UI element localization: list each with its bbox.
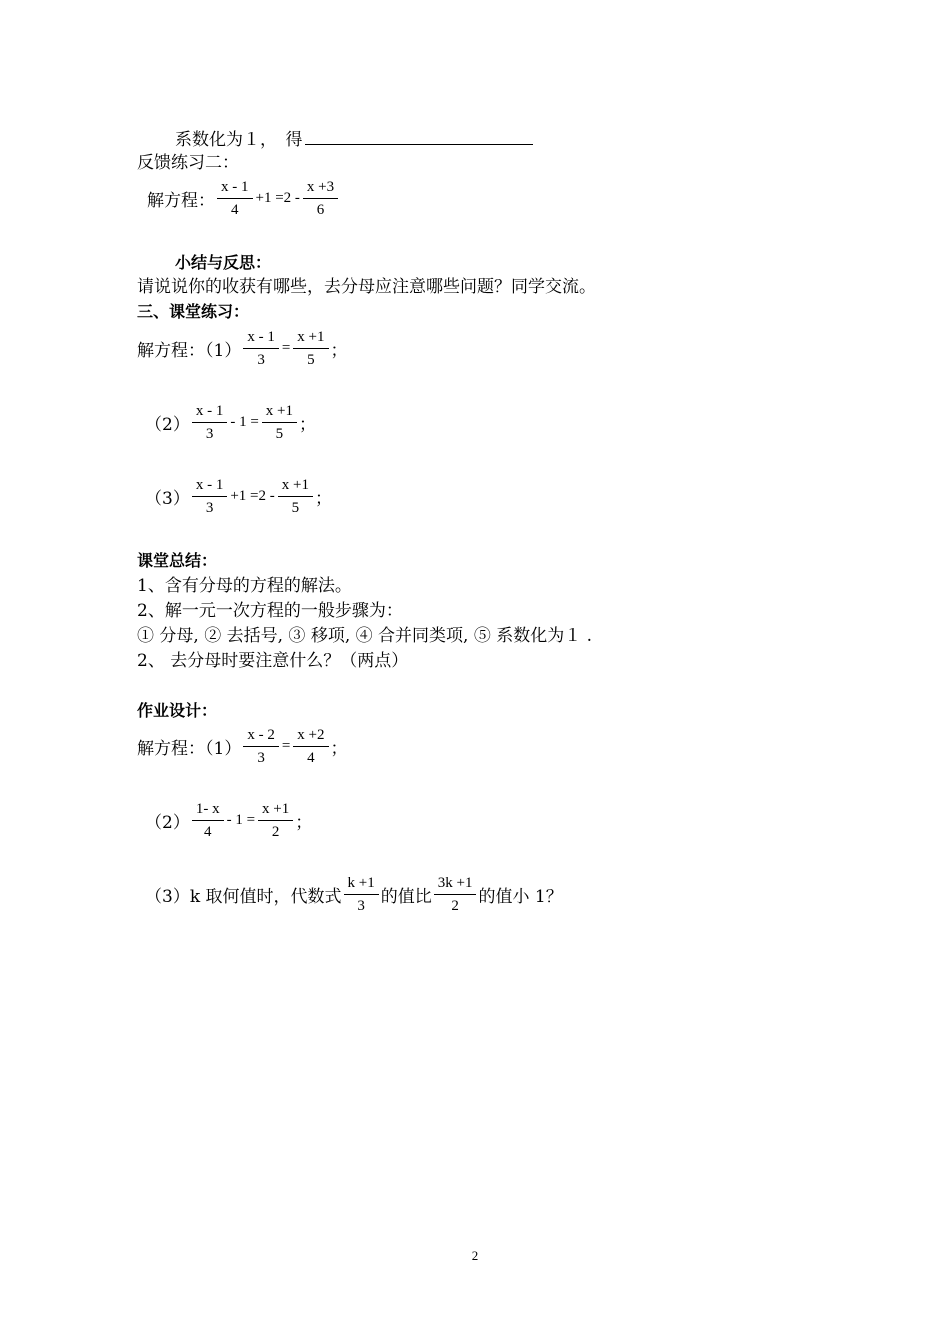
equation-prefix: （3） [145,489,190,509]
denominator: 2 [451,898,459,914]
denominator: 5 [275,426,284,442]
operator: +1 =2 - [230,488,275,504]
fraction [293,726,328,767]
denominator: 3 [205,426,214,442]
equation-prefix: 解方程：（1） [137,341,242,361]
equation-prefix: 解方程：（1） [137,739,242,759]
fraction [278,476,313,517]
fraction [192,402,228,443]
fraction [192,476,228,517]
denominator: 3 [257,750,265,766]
feedback-equation [147,178,340,219]
numerator: x - 2 [243,726,279,747]
practice-equation-3 [145,476,332,517]
fraction [262,402,297,443]
numerator: x +1 [278,476,313,497]
equation-prefix: （2） [145,415,190,435]
operator: - 1 = [226,812,256,828]
operator: = [281,340,291,356]
conclusion-title: 课堂总结： [137,551,218,570]
fraction [192,800,224,841]
equation-label: 解方程： [147,191,215,211]
fraction [217,178,253,219]
fraction [258,800,293,841]
question-end: 的值小 1？ [478,887,563,907]
numerator: x +2 [293,726,328,747]
practice-title: 三、课堂练习： [137,302,250,321]
conclusion-line-4: 2、 去分母时要注意什么？（两点） [137,651,409,671]
denominator: 5 [291,500,300,516]
denominator: 4 [231,202,239,218]
numerator: x - 1 [192,476,228,497]
practice-equation-1 [137,328,348,369]
conclusion-line-1: 1、含有分母的方程的解法。 [137,576,352,596]
denominator: 4 [203,824,212,840]
equation-prefix: （2） [145,813,190,833]
conclusion-line-2: 2、解一元一次方程的一般步骤为： [137,601,403,621]
page-number: 2 [471,1248,479,1263]
equation-end: ； [295,813,313,833]
numerator: x +3 [303,178,338,199]
denominator: 4 [307,750,315,766]
homework-question-3 [145,874,563,915]
numerator: x - 1 [243,328,279,349]
denominator: 5 [307,352,315,368]
numerator: 3k +1 [434,874,477,895]
equation-end: ； [299,415,317,435]
answer-blank [305,128,533,145]
coefficient-text: 系数化为１， 得 [175,130,303,150]
operator: = [281,738,291,754]
summary-title: 小结与反思： [175,253,272,272]
numerator: 1- x [192,800,224,821]
denominator: 3 [205,500,214,516]
question-prefix: （3）k 取何值时，代数式 [145,887,342,907]
equation-end: ； [330,341,348,361]
fraction [344,874,379,915]
numerator: x +1 [262,402,297,423]
numerator: x +1 [258,800,293,821]
fraction [243,726,279,767]
fraction [303,178,338,219]
denominator: 2 [271,824,280,840]
fraction [243,328,279,369]
coefficient-line [175,128,533,151]
feedback-title: 反馈练习二： [137,153,239,173]
summary-text: 请说说你的收获有哪些，去分母应注意哪些问题？同学交流。 [137,277,596,297]
numerator: x - 1 [217,178,253,199]
denominator: 3 [257,352,265,368]
operator: +1 =2 - [255,190,300,206]
numerator: x +1 [293,328,328,349]
homework-equation-2 [145,800,312,841]
practice-equation-2 [145,402,316,443]
fraction [434,874,477,915]
fraction [293,328,328,369]
operator: - 1 = [230,414,259,430]
homework-equation-1 [137,726,348,767]
homework-title: 作业设计： [137,701,218,720]
question-middle: 的值比 [380,887,432,907]
equation-end: ； [330,739,348,759]
numerator: x - 1 [192,402,228,423]
denominator: 3 [357,898,365,914]
denominator: 6 [316,202,325,218]
equation-end: ； [314,489,332,509]
conclusion-line-3: ① 分母, ② 去括号, ③ 移项, ④ 合并同类项, ⑤ 系数化为１ . [137,626,593,646]
numerator: k +1 [344,874,379,895]
